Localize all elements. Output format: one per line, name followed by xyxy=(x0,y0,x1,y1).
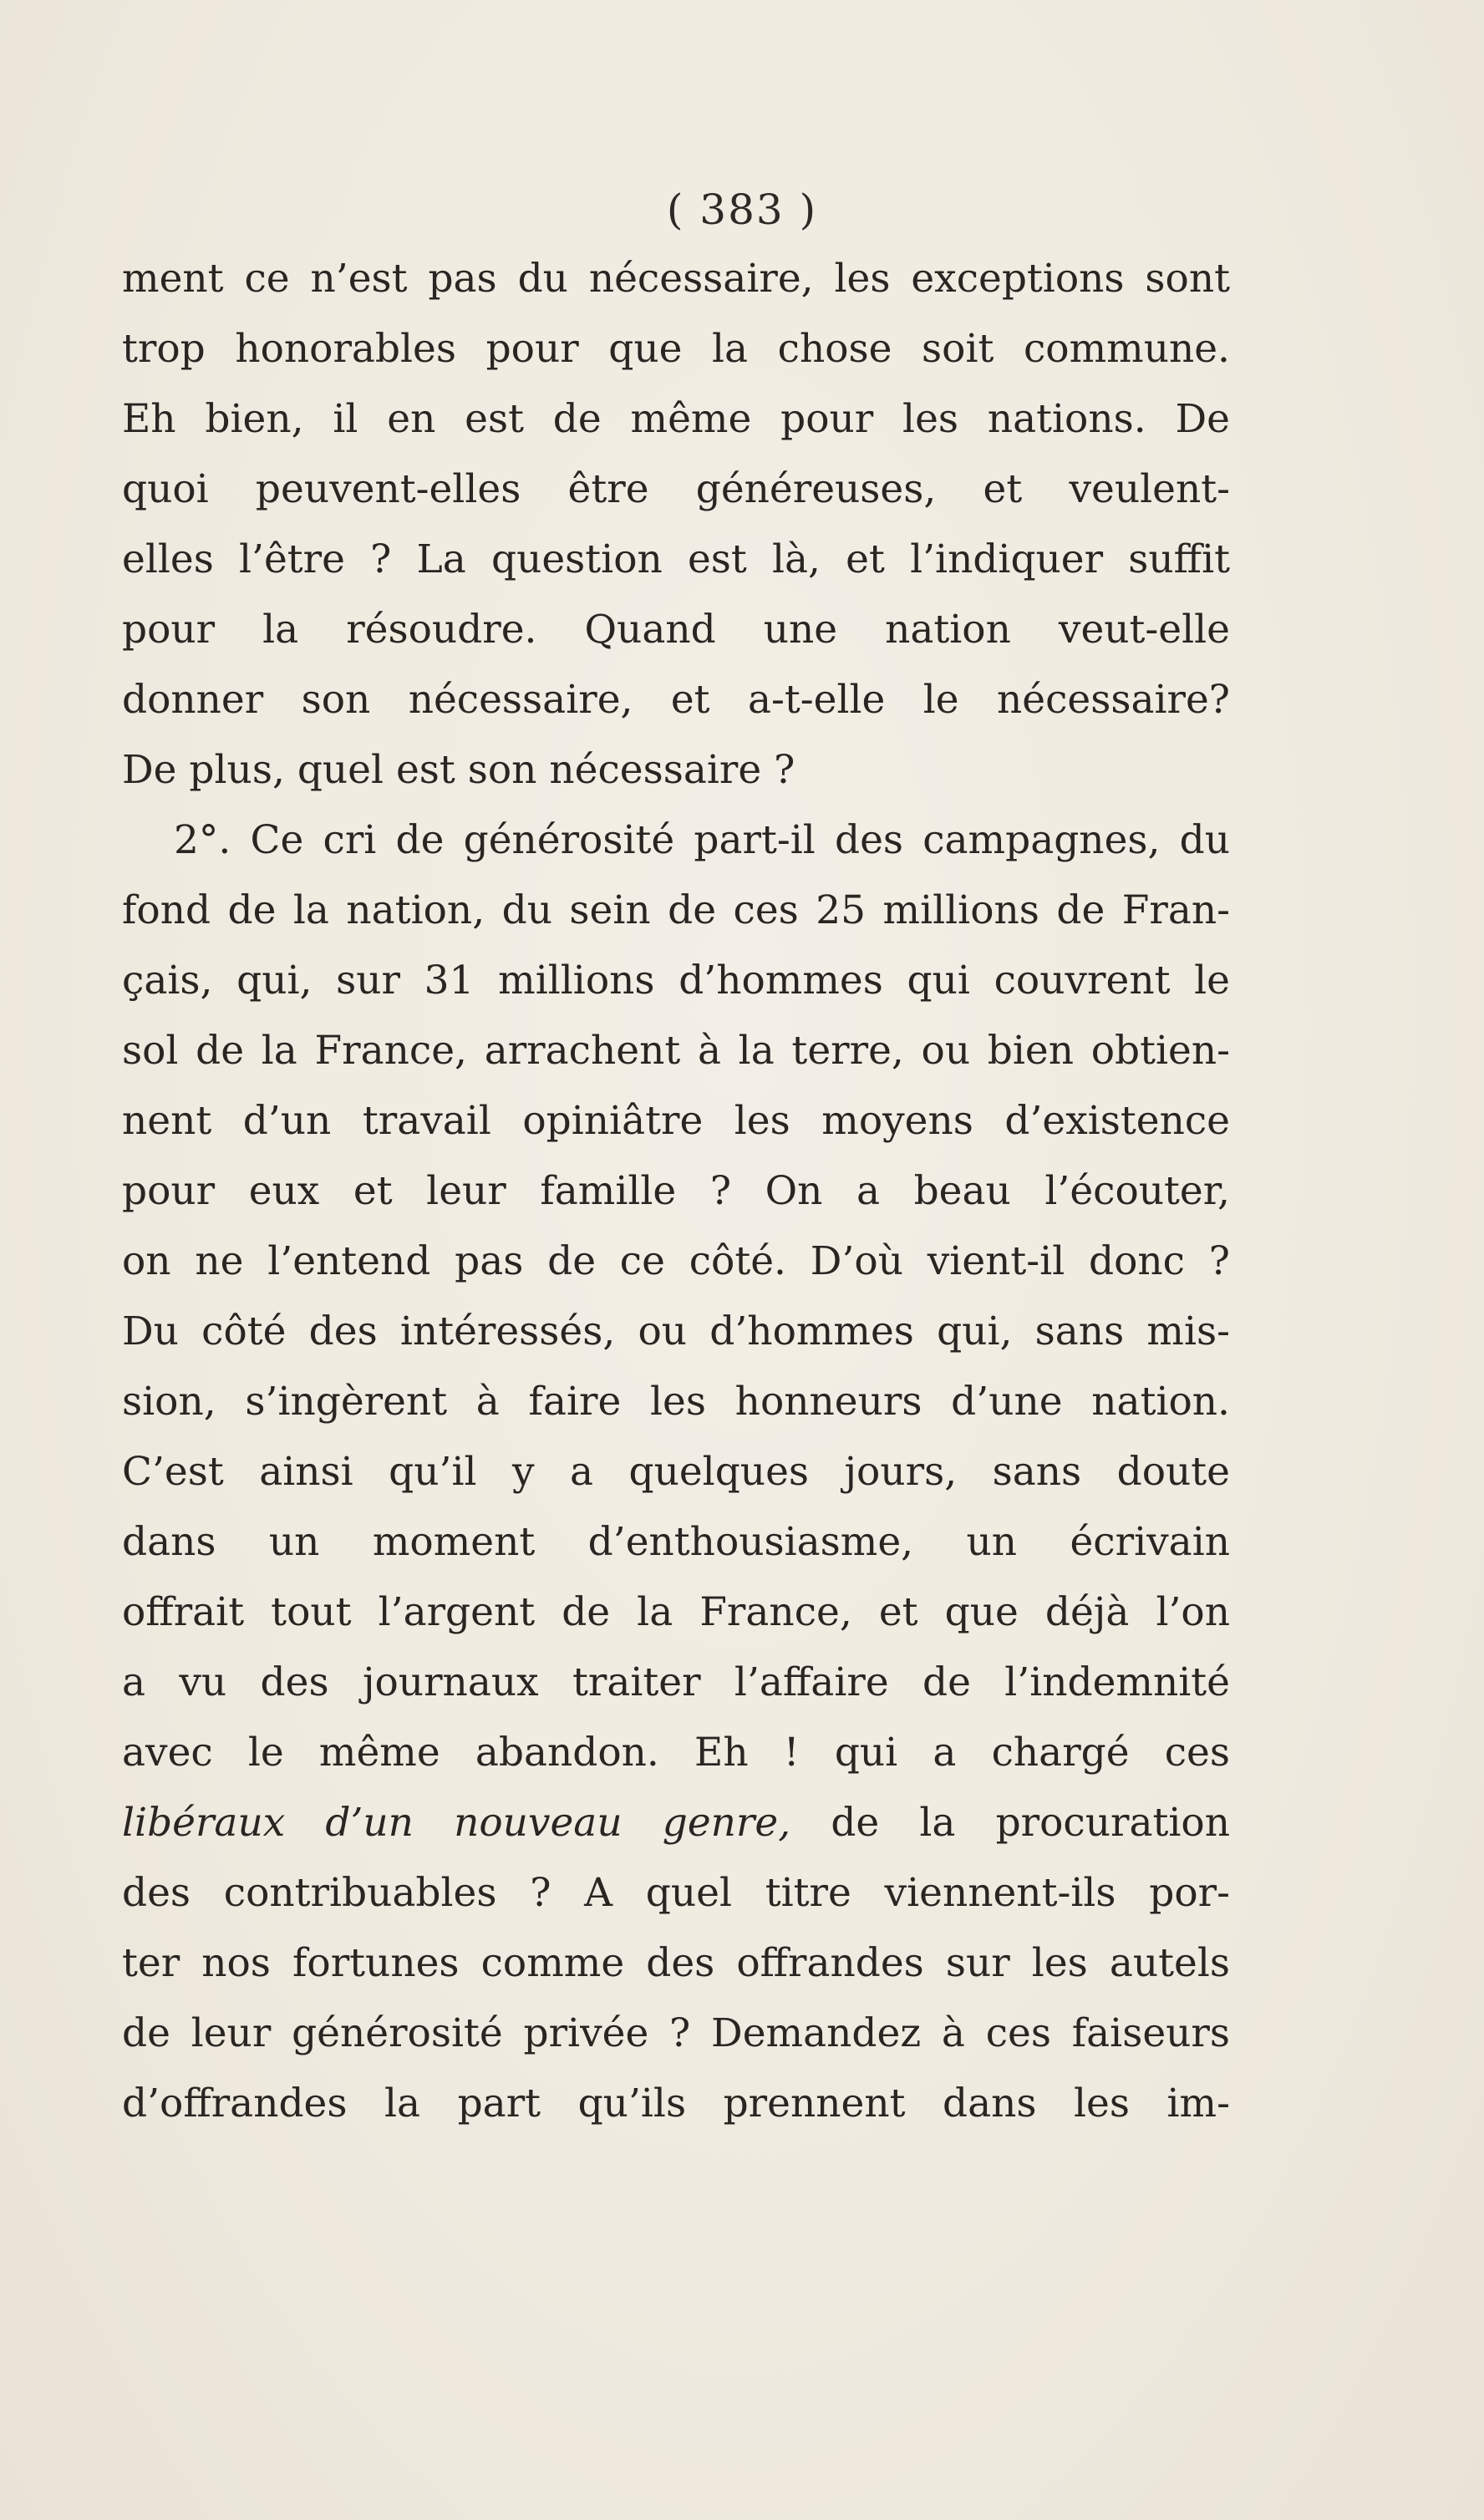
text-line: C’est ainsi qu’il y a quelques jours, sans doute xyxy=(122,1449,1230,1495)
body-text xyxy=(122,244,1230,2139)
text-line: quoi peuvent-elles être généreuses, et veulent- xyxy=(122,466,1230,512)
text-line-with-italic xyxy=(122,1788,1230,1858)
text-line: donner son nécessaire, et a-t-elle le nécessaire? xyxy=(122,677,1230,723)
italic-phrase: libéraux d’un nouveau genre, xyxy=(122,1800,791,1846)
text-line: on ne l’entend pas de ce côté. D’où vient-il donc ? xyxy=(122,1238,1230,1284)
text-line: ment ce n’est pas du nécessaire, les exceptions sont xyxy=(122,256,1230,302)
text-line: elles l’être ? La question est là, et l’indiquer suffit xyxy=(122,536,1230,582)
page-number: ( 383 ) xyxy=(666,185,818,234)
text-line-rest: de la procuration xyxy=(831,1800,1230,1846)
text-line: De plus, quel est son nécessaire ? xyxy=(122,747,795,793)
text-line: ter nos fortunes comme des offrandes sur les autels xyxy=(122,1940,1230,1986)
text-line: trop honorables pour que la chose soit commune. xyxy=(122,326,1230,372)
text-line: de leur générosité privée ? Demandez à ces faiseurs xyxy=(122,2010,1230,2056)
text-line: avec le même abandon. Eh ! qui a chargé ces xyxy=(122,1730,1230,1776)
text-line: pour eux et leur famille ? On a beau l’écouter, xyxy=(122,1168,1230,1214)
text-line: fond de la nation, du sein de ces 25 millions de Fran- xyxy=(122,887,1230,933)
text-line: a vu des journaux traiter l’affaire de l’indemnité xyxy=(122,1659,1230,1705)
text-line: 2°. Ce cri de générosité part-il des campagnes, du xyxy=(174,817,1230,863)
text-line: sion, s’ingèrent à faire les honneurs d’une nation. xyxy=(122,1379,1230,1425)
text-line: nent d’un travail opiniâtre les moyens d’existence xyxy=(122,1098,1230,1144)
text-line: des contribuables ? A quel titre viennent-ils por- xyxy=(122,1870,1230,1916)
text-line: offrait tout l’argent de la France, et que déjà l’on xyxy=(122,1589,1230,1635)
text-line: Eh bien, il en est de même pour les nations. De xyxy=(122,396,1230,442)
text-line: sol de la France, arrachent à la terre, ou bien obtien- xyxy=(122,1028,1230,1074)
text-line: dans un moment d’enthousiasme, un écrivain xyxy=(122,1519,1230,1565)
text-line: d’offrandes la part qu’ils prennent dans les im- xyxy=(122,2081,1230,2126)
text-line: çais, qui, sur 31 millions d’hommes qui couvrent le xyxy=(122,958,1230,1003)
text-line: Du côté des intéressés, ou d’hommes qui, sans mis- xyxy=(122,1308,1230,1354)
text-line: pour la résoudre. Quand une nation veut-elle xyxy=(122,607,1230,653)
